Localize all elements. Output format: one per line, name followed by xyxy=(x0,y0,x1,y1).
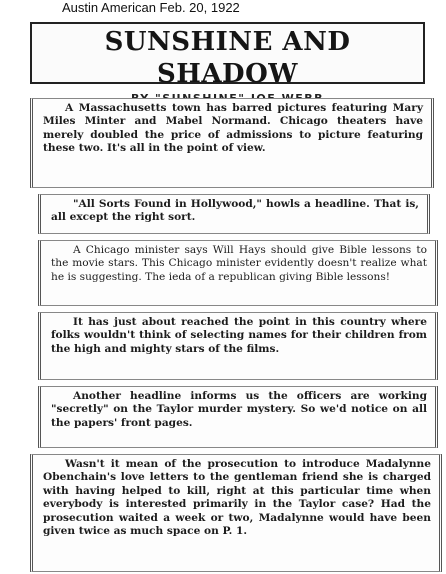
item-paragraph: A Massachusetts town has barred pictures featuring Mary Miles Minter and Mabel Normand. Chicago theaters have merely doubled the price of admissions to picture featuring these two. It's all in the point of view. xyxy=(30,98,434,188)
dateline: Austin American Feb. 20, 1922 xyxy=(62,0,240,15)
item-paragraph: Another headline informs us the officers are working "secretly" on the Taylor murder mystery. So we'd notice on all the papers' front pages. xyxy=(38,386,438,448)
item-paragraph: Wasn't it mean of the prosecution to introduce Madalynne Obenchain's love letters to the gentleman friend she is charged with having helped to kill, right at this particular time when everybody is interested primarily in the Taylor case? Had the prosecution waited a week or two, Madalynne would have been given twice as much space on P. 1. xyxy=(30,454,442,572)
item-paragraph: It has just about reached the point in this country where folks wouldn't think of selecting names for their children from the high and mighty stars of the films. xyxy=(38,312,438,380)
item-paragraph: A Chicago minister says Will Hays should give Bible lessons to the movie stars. This Chicago minister evidently doesn't realize what he is suggesting. The ieda of a republican giving Bible lessons! xyxy=(38,240,438,306)
column-title: SUNSHINE AND SHADOW xyxy=(104,27,351,89)
item-paragraph: "All Sorts Found in Hollywood," howls a headline. That is, all except the right sort. xyxy=(38,194,430,234)
column-masthead xyxy=(30,22,425,89)
